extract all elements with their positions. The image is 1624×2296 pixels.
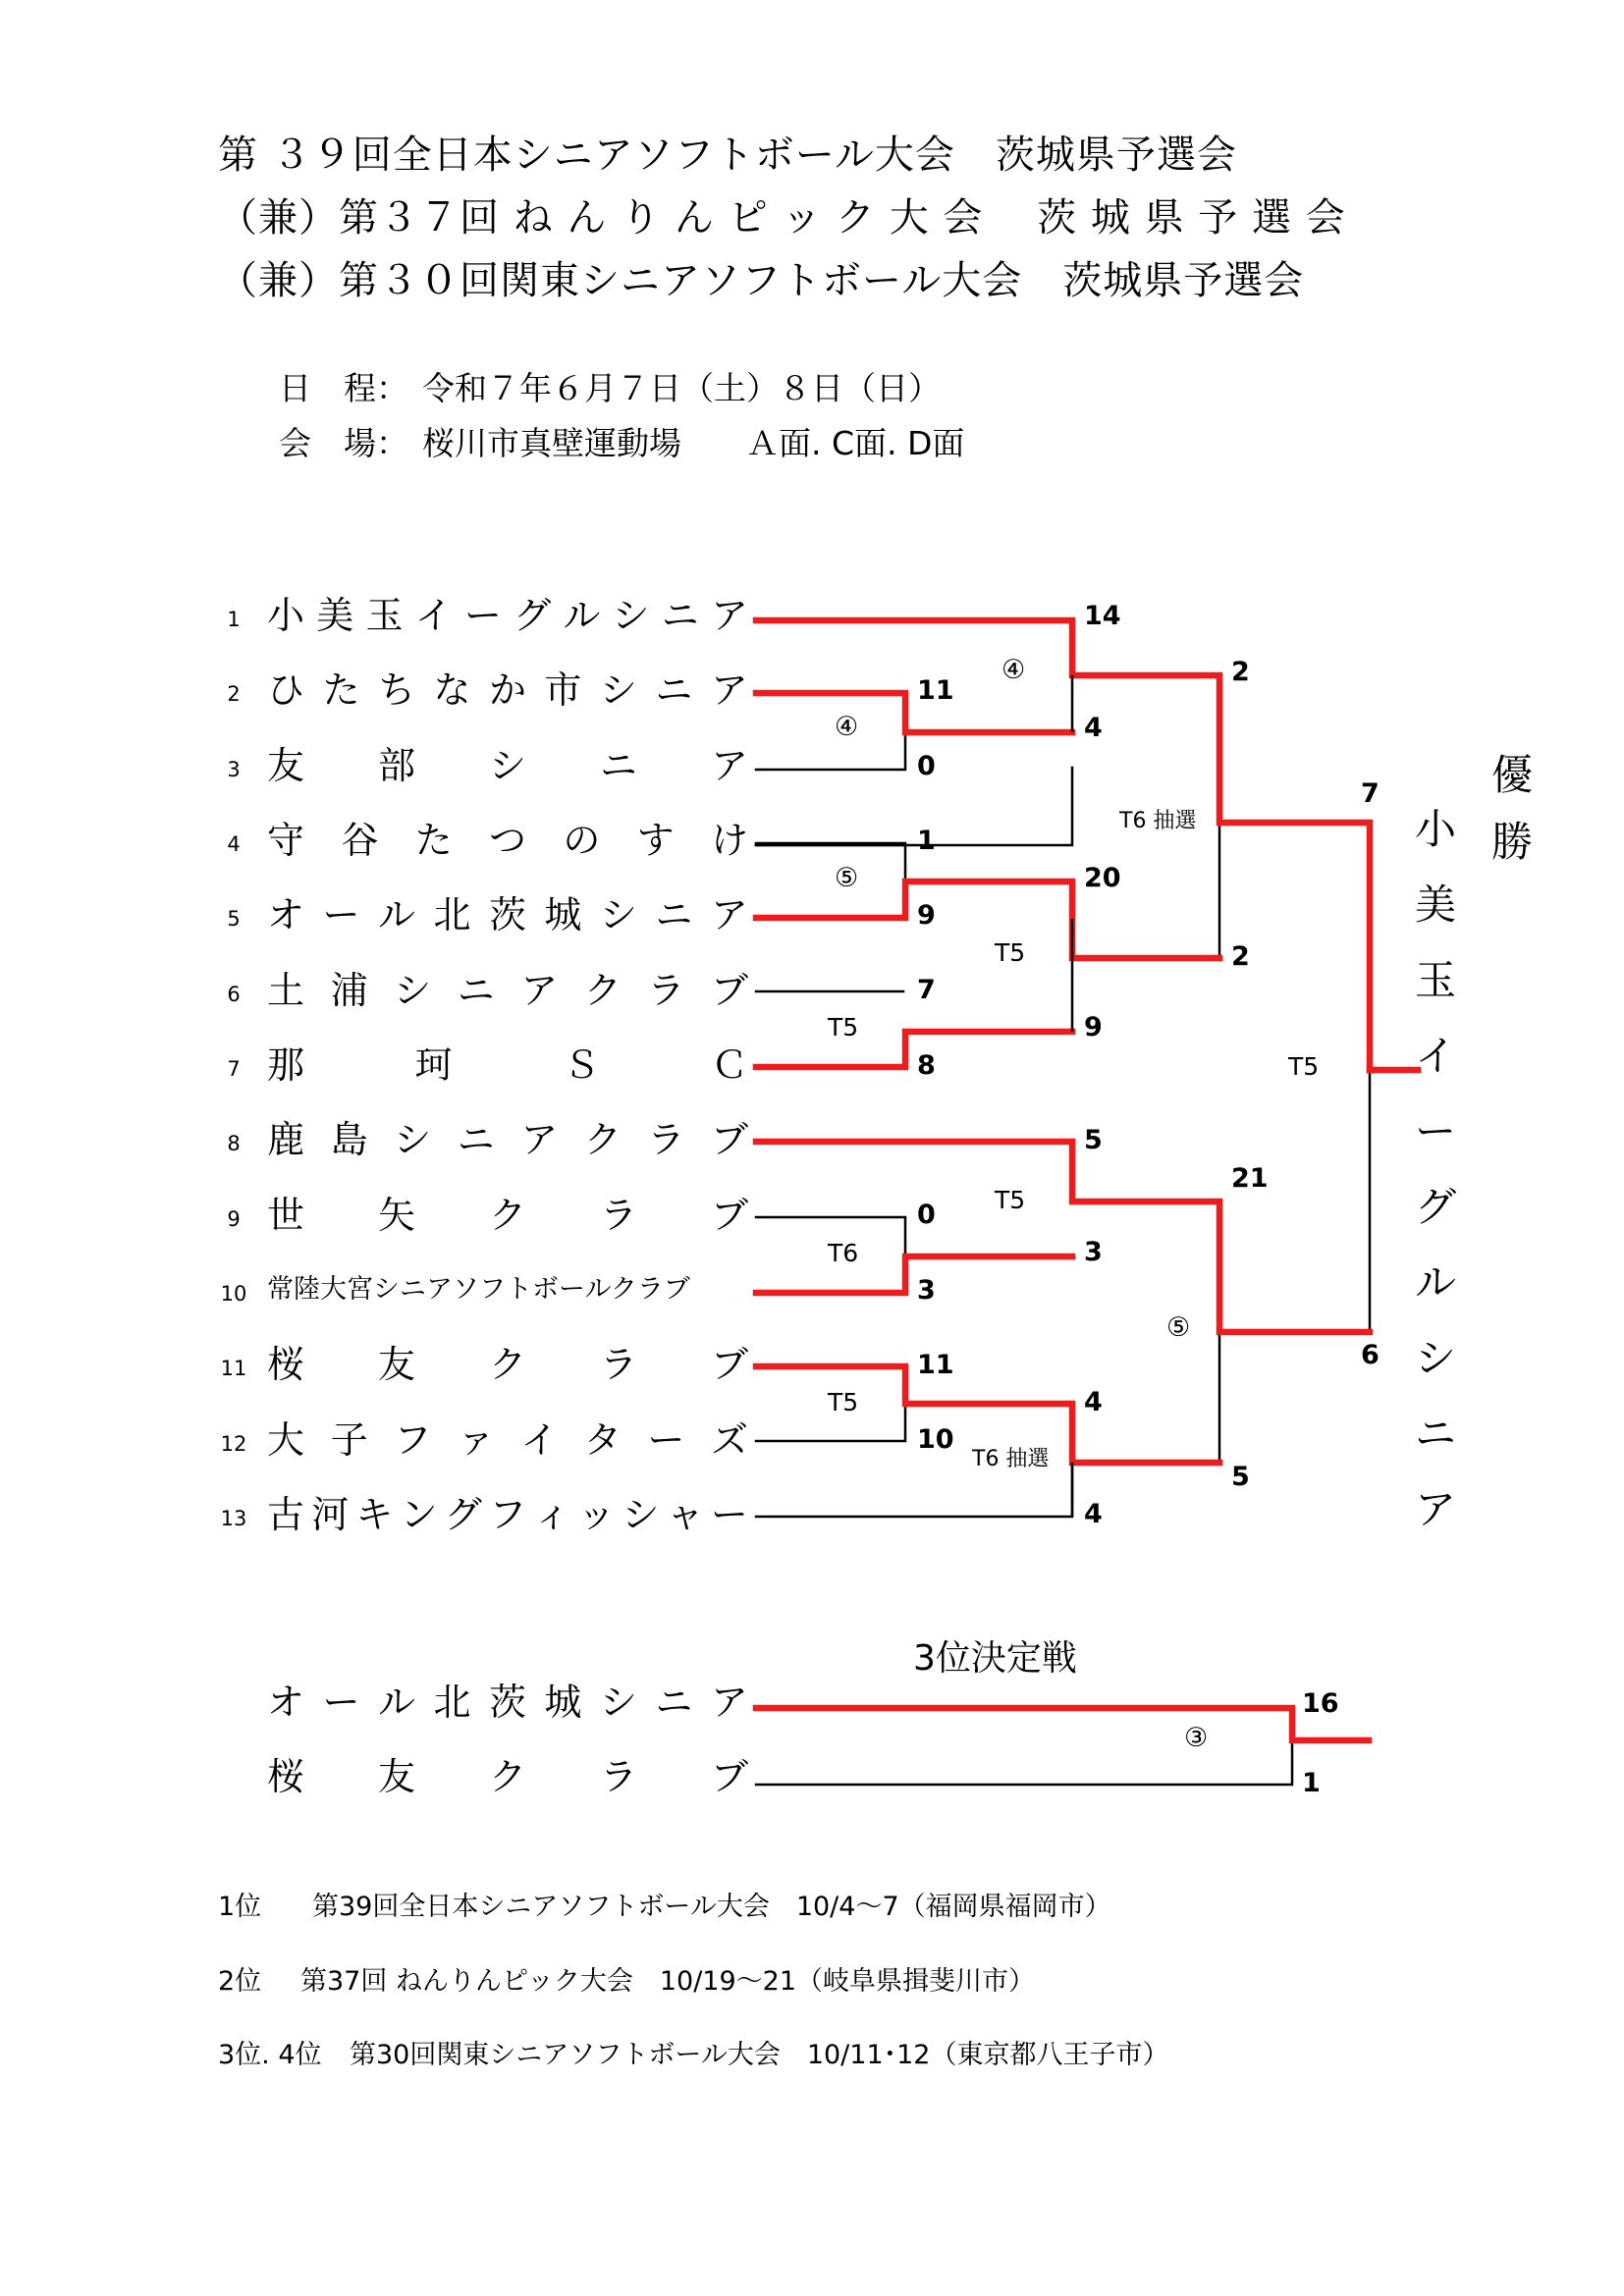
score: 9 xyxy=(1084,1012,1103,1042)
score: 2 xyxy=(1231,941,1250,972)
team-number: 8 xyxy=(227,1132,241,1155)
footer-rank: 2位 xyxy=(218,1966,262,1997)
team-name: 鹿 島 シ ニ ア ク ラ ブ xyxy=(267,1118,748,1161)
score: 11 xyxy=(917,1350,954,1380)
footer-text: 第39回全日本シニアソフトボール大会 10/4～7（福岡県福岡市） xyxy=(312,1892,1111,1922)
score: 10 xyxy=(917,1424,954,1455)
score: 5 xyxy=(1084,1125,1103,1155)
round-mark: ⑤ xyxy=(1166,1312,1191,1343)
score: 0 xyxy=(917,751,936,781)
round-mark: ⑤ xyxy=(835,863,859,893)
round-mark: T5 xyxy=(1288,1052,1320,1081)
score: 2 xyxy=(1231,657,1250,687)
round-mark: T5 xyxy=(828,1388,859,1416)
footer-line xyxy=(218,2039,1168,2072)
team-number: 12 xyxy=(220,1432,247,1456)
round-mark: T5 xyxy=(995,938,1026,967)
team-name: 世 矢 ク ラ ブ xyxy=(267,1194,748,1237)
score: 6 xyxy=(1361,1340,1380,1370)
score: 7 xyxy=(917,975,936,1005)
team-name: 小 美 玉 イ ー グ ル シ ニ ア xyxy=(267,594,748,637)
team-number: 6 xyxy=(227,983,241,1006)
team-number: 5 xyxy=(227,907,241,931)
venue-label: 会 場： xyxy=(279,424,408,462)
team-name: オ ー ル 北 茨 城 シ ニ ア xyxy=(267,893,748,936)
team-number: 2 xyxy=(227,682,241,706)
score: 3 xyxy=(917,1275,936,1306)
team-number: 3 xyxy=(227,758,241,781)
title-line-1: 第 ３９回全日本シニアソフトボール大会 茨城県予選会 xyxy=(218,133,1237,178)
footer-text: 第30回関東シニアソフトボール大会 10/11･12（東京都八王子市） xyxy=(350,2040,1169,2070)
third-place-team-top: オ ー ル 北 茨 城 シ ニ ア xyxy=(267,1681,748,1724)
team-name: 大 子 フ ァ イ タ ー ズ xyxy=(267,1418,748,1462)
score: 4 xyxy=(1084,1499,1103,1529)
champion-name: 小美玉イーグルシニア xyxy=(1414,805,1456,1533)
team-name: 那 珂 Ｓ Ｃ xyxy=(267,1043,748,1087)
footer-rank: 3位. 4位 xyxy=(218,2040,322,2070)
round-mark: ④ xyxy=(835,712,859,742)
team-name: 桜 友 ク ラ ブ xyxy=(267,1343,748,1386)
round-mark: T6 xyxy=(828,1239,859,1267)
round-mark: T6 抽選 xyxy=(1119,809,1197,833)
date-label: 日 程： xyxy=(279,369,408,407)
team-name: 常陸大宮シニアソフトボールクラブ xyxy=(267,1274,690,1305)
team-number: 10 xyxy=(220,1282,247,1306)
score: 9 xyxy=(917,900,936,931)
score: 4 xyxy=(1084,713,1103,743)
team-name: 古 河 キ ン グ フ ィ ッ シ ャ ー xyxy=(267,1493,748,1536)
team-number: 7 xyxy=(227,1057,241,1081)
champion-label: 優勝 xyxy=(1490,751,1533,866)
score: 14 xyxy=(1084,601,1121,631)
score: 1 xyxy=(1302,1768,1321,1798)
team-number: 13 xyxy=(220,1507,247,1530)
round-mark: ③ xyxy=(1184,1723,1209,1753)
score: 8 xyxy=(917,1050,936,1081)
footer-line xyxy=(218,1891,1111,1924)
team-number: 4 xyxy=(227,832,241,856)
score: 4 xyxy=(1084,1387,1103,1417)
score: 0 xyxy=(917,1200,936,1230)
round-mark: T5 xyxy=(828,1013,859,1041)
score: 5 xyxy=(1231,1462,1250,1492)
title-line-3: （兼）第３０回関東シニアソフトボール大会 茨城県予選会 xyxy=(218,258,1305,303)
date-value: 令和７年６月７日（土）８日（日） xyxy=(422,369,941,407)
footer-text: 第37回 ねんりんピック大会 10/19～21（岐阜県揖斐川市） xyxy=(300,1966,1036,1997)
team-name: 友 部 シ ニ ア xyxy=(267,744,748,787)
score: 16 xyxy=(1302,1688,1339,1719)
team-name: 土 浦 シ ニ ア ク ラ ブ xyxy=(267,969,748,1012)
score: 3 xyxy=(1084,1237,1103,1267)
title-line-2: （兼）第３７回 ね ん り ん ピ ッ ク 大 会 茨 城 県 予 選 会 xyxy=(218,195,1346,240)
round-mark: ④ xyxy=(1001,655,1026,685)
round-mark: T6 抽選 xyxy=(972,1447,1050,1471)
footer-line xyxy=(218,1965,1035,1999)
footer-rank: 1位 xyxy=(218,1892,262,1922)
team-name: 守 谷 た つ の す け xyxy=(267,819,748,862)
team-number: 1 xyxy=(227,608,241,631)
third-place-team-bot: 桜 友 ク ラ ブ xyxy=(267,1755,748,1798)
score: 11 xyxy=(917,675,954,706)
venue-value: 桜川市真壁運動場 Ａ面. C面. D面 xyxy=(422,424,965,462)
score: 21 xyxy=(1231,1163,1269,1194)
team-number: 9 xyxy=(227,1207,241,1231)
round-mark: T5 xyxy=(995,1186,1026,1214)
score: 7 xyxy=(1361,778,1380,809)
score: 20 xyxy=(1084,863,1121,893)
third-place-title: 3位決定戦 xyxy=(913,1638,1077,1679)
team-number: 11 xyxy=(220,1357,247,1380)
score: 1 xyxy=(917,826,936,856)
team-name: ひ た ち な か 市 シ ニ ア xyxy=(267,668,748,712)
